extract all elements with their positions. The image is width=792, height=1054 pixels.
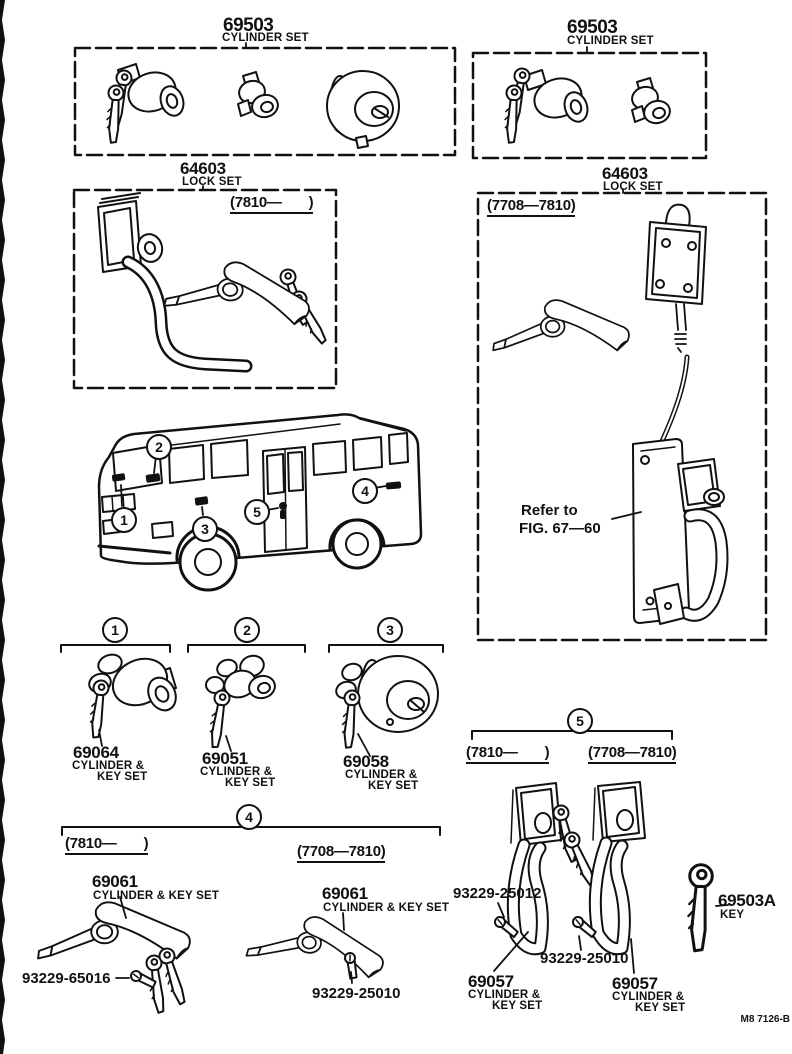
item-2-callout: 2 [234, 617, 260, 643]
cylinder-set-left-illustration [106, 64, 399, 148]
item-5-range-early: (7708—7810) [588, 745, 676, 764]
part-number-lock-set-left: 64603 [180, 159, 226, 178]
part-number-cylinder-set-left: 69503 [223, 15, 274, 36]
date-range-lock-set-right: (7708—7810) [487, 198, 575, 217]
item-2-part-name-line1: CYLINDER & [200, 766, 273, 778]
part-name-cylinder-set-left: CYLINDER SET [222, 32, 309, 44]
item-4-early-screw-number: 93229-25010 [312, 985, 401, 1002]
refer-note-line2: FIG. 67—60 [519, 520, 601, 537]
item-4-late-part-number: 69061 [92, 872, 138, 891]
item-5-key-part-name: KEY [720, 909, 745, 921]
item-3-illustration [334, 656, 438, 756]
item-1-part-name-line1: CYLINDER & [72, 760, 145, 772]
key-icon [687, 864, 712, 951]
cylinder-set-right-illustration [504, 67, 673, 143]
item-5-early-part-number: 69057 [612, 974, 658, 993]
item-4-early-illustration [246, 906, 388, 983]
item-5-callout: 5 [567, 708, 593, 734]
item-1-illustration [87, 650, 181, 746]
item-4-callout: 4 [236, 804, 262, 830]
lock-set-right-illustration [493, 205, 724, 624]
part-number-lock-set-right: 64603 [602, 164, 648, 183]
van-callout-5: 5 [244, 499, 270, 525]
item-4-early-part-name: CYLINDER & KEY SET [323, 902, 450, 914]
van-callout-2: 2 [146, 434, 172, 460]
item-4-range-late: (7810— ) [65, 836, 148, 855]
lock-set-left-illustration [98, 193, 330, 366]
item-1-part-number: 69064 [73, 743, 119, 762]
item-3-callout: 3 [377, 617, 403, 643]
item-4-early-part-number: 69061 [322, 884, 368, 903]
refer-note-line1: Refer to [521, 502, 578, 519]
item-2-part-name-line2: KEY SET [225, 777, 276, 789]
item-5-early-part-name-line1: CYLINDER & [612, 991, 685, 1003]
item-4-late-screw-number: 93229-65016 [22, 970, 111, 987]
item-4-late-illustration [38, 897, 190, 1014]
van-callout-1: 1 [111, 507, 137, 533]
part-name-lock-set-right: LOCK SET [603, 181, 663, 193]
key-icon [341, 690, 360, 748]
item-5-key-part-number: 69503A [718, 891, 776, 910]
item-5-late-part-name-line1: CYLINDER & [468, 989, 541, 1001]
item-5-key-illustration [687, 864, 712, 951]
item-4-late-part-name: CYLINDER & KEY SET [93, 890, 220, 902]
item-2-illustration [206, 652, 277, 751]
scan-edge-artifact [0, 0, 5, 1054]
item-3-part-name-line1: CYLINDER & [345, 769, 418, 781]
item-4-range-early: (7708—7810) [297, 844, 385, 863]
item-3-part-name-line2: KEY SET [368, 780, 419, 792]
t-handle-illustration [493, 300, 629, 350]
part-number-cylinder-set-right: 69503 [567, 17, 618, 38]
item-5-screw-number-b: 93229-25010 [540, 950, 629, 967]
item-3-part-number: 69058 [343, 752, 389, 771]
item-2-part-number: 69051 [202, 749, 248, 768]
item-5-late-part-number: 69057 [468, 972, 514, 991]
part-name-cylinder-set-right: CYLINDER SET [567, 35, 654, 47]
item-1-part-name-line2: KEY SET [97, 771, 148, 783]
van-callout-3: 3 [192, 516, 218, 542]
part-name-lock-set-left: LOCK SET [182, 176, 242, 188]
fiche-code: M8 7126-B [740, 1014, 790, 1025]
item-5-screw-number-a: 93229-25012 [453, 885, 542, 902]
date-range-lock-set-left: (7810— ) [230, 195, 313, 214]
item-5-early-part-name-line2: KEY SET [635, 1002, 686, 1014]
item-5-late-part-name-line2: KEY SET [492, 1000, 543, 1012]
van-callout-4: 4 [352, 478, 378, 504]
t-handle-illustration [246, 906, 388, 979]
item-1-callout: 1 [102, 617, 128, 643]
item-5-range-late: (7810— ) [466, 745, 549, 764]
